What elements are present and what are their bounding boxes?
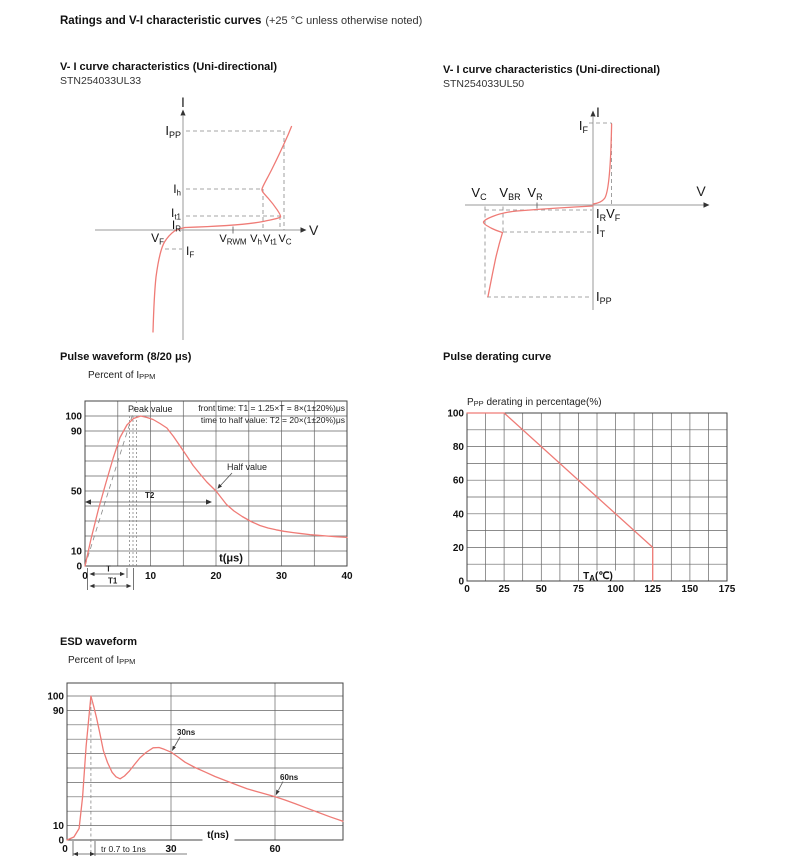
esd-grid: [67, 683, 343, 840]
esd-30ns-annotation: 30ns: [177, 728, 196, 737]
derating-xtick-0: 0: [464, 584, 470, 595]
derating-ylabel: PPP derating in percentage(%): [467, 397, 602, 408]
t2-label: T2: [145, 491, 155, 500]
esd-60ns-annotation: 60ns: [280, 773, 299, 782]
pulse-waveform-heading: Pulse waveform (8/20 μs): [60, 351, 192, 363]
half-value-annotation: Half value: [227, 462, 268, 472]
esd-heading: ESD waveform: [60, 636, 138, 648]
ih-label: $I_h$: [173, 182, 181, 198]
derating-xtick-50: 50: [535, 584, 547, 595]
esd-ytick-0: 0: [58, 835, 64, 847]
derating-heading: Pulse derating curve: [443, 351, 552, 363]
vrwm-label: $V_{RWM}$: [219, 233, 247, 247]
pulse-ytick-50: 50: [70, 486, 82, 498]
ir-label: $I_R$: [171, 218, 181, 234]
pulse-xtick-20: 20: [210, 571, 222, 582]
it-label: $I_T$: [596, 222, 606, 239]
esd-xtick-60: 60: [269, 844, 281, 855]
v-axis-label: V: [309, 222, 319, 238]
vi-left-part-number: STN254033UL33: [60, 75, 142, 87]
derating-xtick-75: 75: [572, 584, 584, 595]
derating-xlabel: $T_A(℃)$: [583, 571, 613, 583]
vi-right-heading: V- I curve characteristics (Uni-directional): [443, 64, 661, 76]
derating-xtick-125: 125: [644, 584, 662, 595]
pulse-xtick-30: 30: [275, 571, 288, 582]
pulse-xlabel: t(μs): [219, 552, 243, 565]
pulse-derating-chart: [440, 395, 750, 600]
vi-left-curve-q1: [185, 127, 292, 228]
derating-ytick-40: 40: [452, 509, 464, 521]
esd-xtick-0: 0: [62, 844, 68, 855]
pulse-xtick-10: 10: [144, 571, 157, 582]
front-time-annotation: front time: T1 = 1.25×T = 8×(1±20%)μs: [198, 403, 345, 413]
pulse-ytick-90: 90: [70, 426, 82, 438]
pulse-waveform-chart: [60, 387, 390, 605]
vi-right-curve-q1: [593, 124, 612, 204]
60ns-arrow-icon: [276, 790, 280, 796]
v-axis-arrow-icon: [301, 227, 307, 232]
vi-left-heading: V- I curve characteristics (Uni-directional): [60, 61, 278, 73]
vc-label: $V_C$: [278, 233, 292, 247]
page-title-bold: Ratings and V-I characteristic curves: [60, 15, 262, 27]
v-axis-label: V: [696, 183, 706, 199]
esd-ylabel: Percent of IPPM: [68, 655, 136, 666]
vbr-label: $V_{BR}$: [499, 185, 521, 202]
vi-right-part-number: STN254033UL50: [443, 78, 525, 90]
ir-vf-label: $I_RV_F$: [596, 206, 621, 223]
vi-diagram-ul50: [440, 100, 730, 315]
ipp-label: $I_{PP}$: [596, 289, 612, 306]
derating-ytick-100: 100: [447, 408, 464, 420]
peak-value-annotation: Peak value: [128, 404, 173, 414]
vi-diagram-ul33: [85, 95, 320, 345]
esd-waveform-chart: [25, 655, 370, 864]
derating-ytick-20: 20: [452, 542, 464, 554]
esd-dashed-guides: [73, 696, 187, 856]
vh-label: $V_h$: [250, 233, 262, 247]
t-label: T: [106, 564, 111, 574]
pulse-xtick-40: 40: [341, 571, 353, 582]
derating-ytick-0: 0: [458, 576, 464, 588]
vc-label: $V_C$: [471, 185, 487, 202]
esd-ytick-90: 90: [52, 705, 64, 717]
page-title-note: (+25 °C unless otherwise noted): [265, 15, 423, 27]
esd-ytick-100: 100: [47, 691, 64, 703]
30ns-arrow-icon: [172, 746, 176, 751]
esd-xlabel: t(ns): [207, 830, 229, 841]
derating-xtick-175: 175: [718, 584, 736, 595]
vi-left-axes: [95, 110, 307, 341]
i-axis-arrow-icon: [180, 110, 185, 116]
page-title: [60, 11, 422, 29]
t1-label: T1: [108, 576, 118, 586]
pulse-xtick-0: 0: [82, 571, 88, 582]
v-axis-arrow-icon: [704, 202, 710, 207]
derating-xtick-150: 150: [681, 584, 699, 595]
derating-ytick-80: 80: [452, 442, 464, 454]
vi-right-curve-q3: [483, 206, 593, 297]
pulse-dashed-guides: [85, 401, 137, 591]
half-time-annotation: time to half value: T2 = 20×(1±20%)μs: [200, 415, 345, 425]
esd-annotation-arrows: [172, 737, 283, 795]
ipp-label: $I_{PP}$: [165, 123, 181, 140]
derating-ytick-60: 60: [452, 475, 464, 487]
pulse-grid: [85, 401, 347, 566]
if-label: $I_F$: [186, 244, 195, 260]
it1-label: $I_{t1}$: [170, 206, 181, 222]
derating-xtick-25: 25: [498, 584, 510, 595]
vt1-label: $V_{t1}$: [262, 233, 278, 247]
pulse-ytick-0: 0: [76, 561, 82, 573]
i-axis-arrow-icon: [590, 111, 595, 117]
if-label: $I_F$: [578, 118, 588, 135]
vr-label: $V_R$: [527, 185, 543, 202]
esd-xtick-30: 30: [165, 844, 177, 855]
esd-tr-annotation: tr 0.7 to 1ns: [101, 844, 146, 854]
vf-label: $V_F$: [151, 231, 164, 247]
pulse-ytick-100: 100: [65, 411, 82, 423]
i-axis-label: I: [596, 104, 600, 120]
i-axis-label: I: [181, 95, 185, 110]
esd-ytick-10: 10: [52, 821, 64, 833]
derating-xtick-100: 100: [607, 584, 624, 595]
pulse-ytick-10: 10: [70, 546, 82, 558]
pulse-ylabel: Percent of IPPM: [88, 370, 156, 381]
